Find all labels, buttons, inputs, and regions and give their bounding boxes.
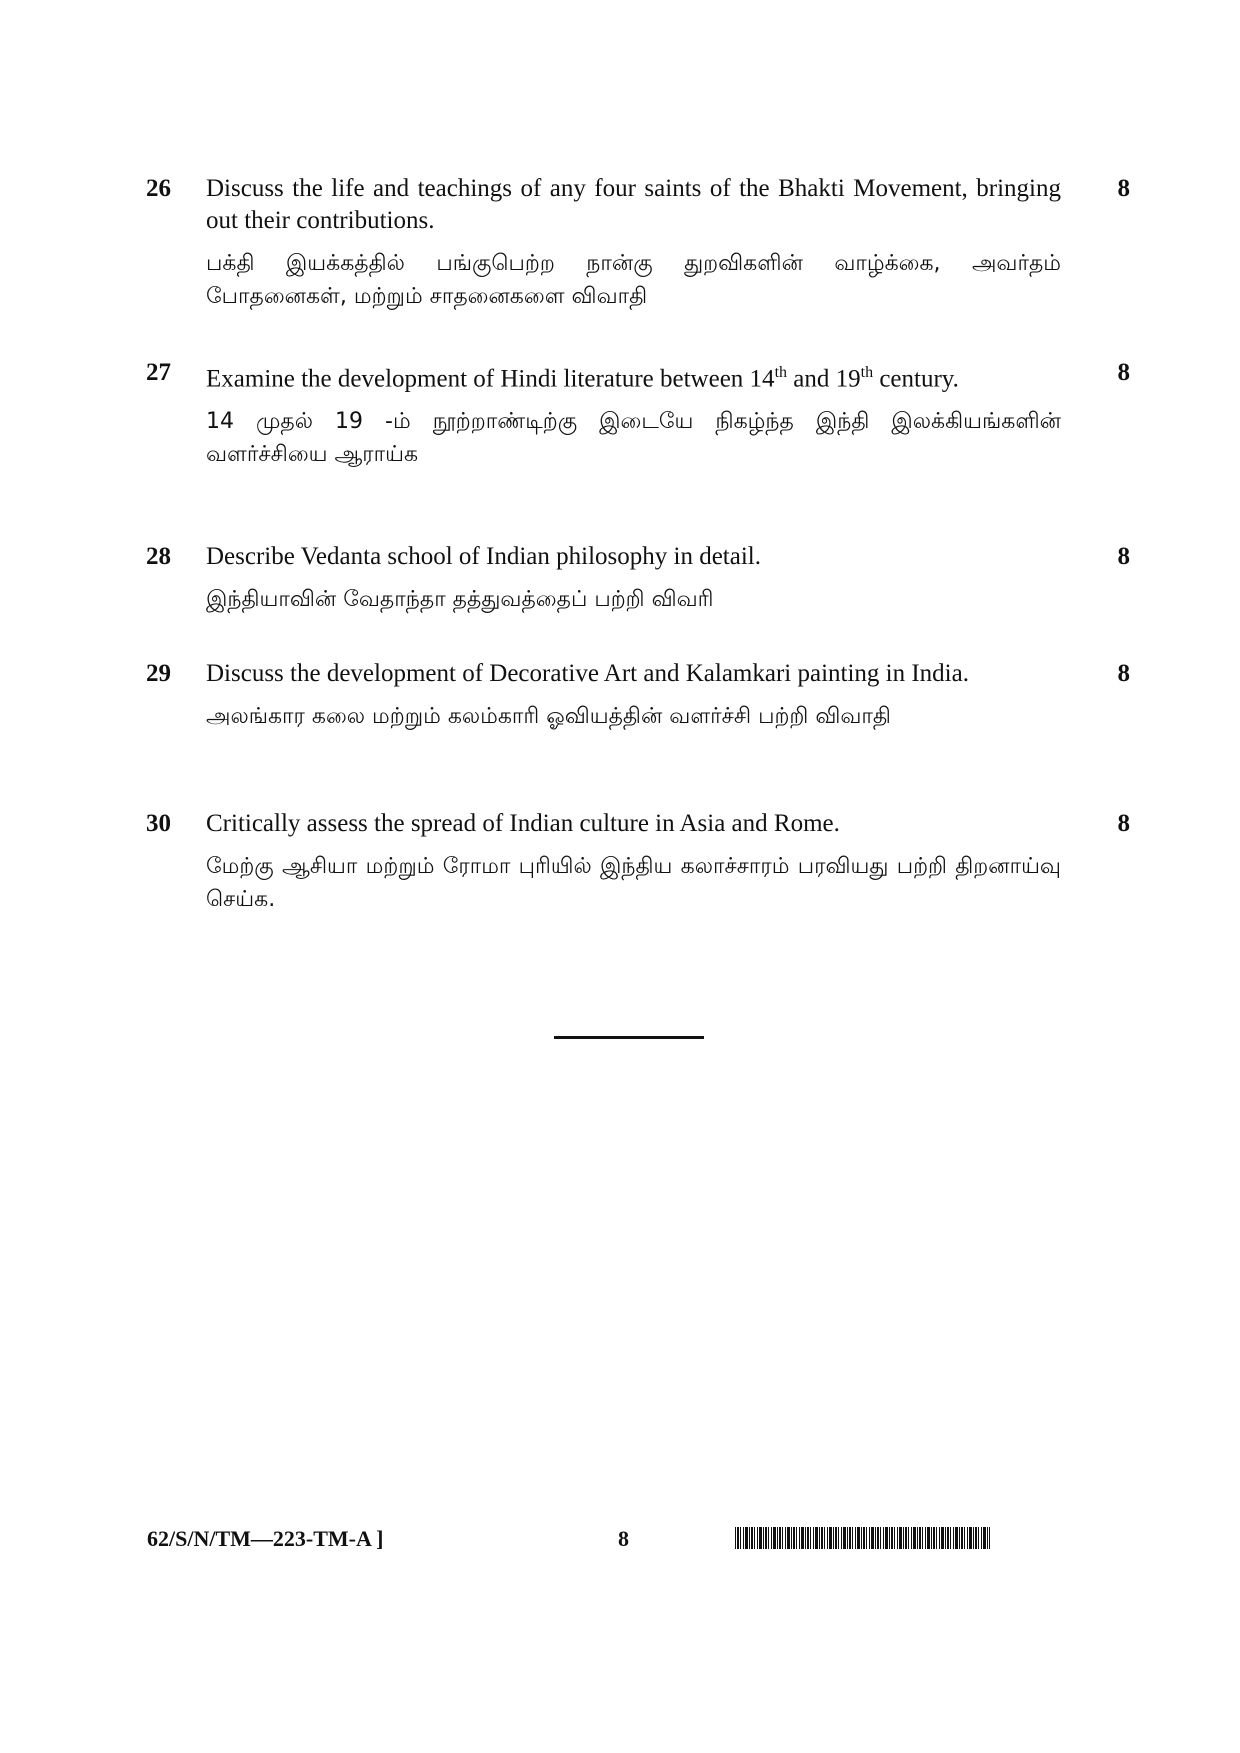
footer-page-number: 8 [618,1526,629,1551]
end-rule [554,1036,704,1039]
question-number: 26 [146,175,171,202]
question-text-english: Critically assess the spread of Indian culture in Asia and Rome. [206,810,840,837]
question-30 [146,808,1130,916]
question-body [206,173,1061,313]
question-number: 28 [146,543,171,570]
question-marks: 8 [1117,175,1130,202]
question-number: 27 [146,359,171,386]
question-text-english: Discuss the development of Decorative Art and Kalamkari painting in India. [206,660,969,687]
question-text-tamil: பக்தி இயக்கத்தில் பங்குபெற்ற நான்கு துறவிகளின் வாழ்க்கை, அவர்தம் போதனைகள், மற்றும் சாதனைகளை விவாதி [206,251,1061,309]
question-text-tamil: இந்தியாவின் வேதாந்தா தத்துவத்தைப் பற்றி விவரி [206,587,714,612]
question-text-english [206,357,1061,395]
ordinal-suffix: th [860,364,874,381]
question-body [206,658,1061,733]
question-29 [146,658,1130,733]
question-body [206,357,1061,471]
question-26 [146,173,1130,313]
question-text-tamil: மேற்கு ஆசியா மற்றும் ரோமா புரியில் இந்திய கலாச்சாரம் பரவியது பற்றி திறனாய்வு செய்க. [206,854,1061,912]
question-body [206,808,1061,916]
question-text-english: Describe Vedanta school of Indian philosophy in detail. [206,543,761,570]
question-number: 30 [146,810,171,837]
question-text-part: and 19 [787,365,861,393]
question-28 [146,541,1130,616]
question-text-english: Discuss the life and teachings of any four saints of the Bhakti Movement, bringing out their contributions. [206,175,1061,234]
question-number: 29 [146,660,171,687]
question-27 [146,357,1130,471]
question-marks: 8 [1117,810,1130,837]
question-text-part: Examine the development of Hindi literature between 14 [206,365,775,393]
question-body [206,541,1061,616]
question-marks: 8 [1117,359,1130,386]
question-text-part: century. [873,365,959,393]
barcode-icon [735,1527,990,1549]
ordinal-suffix: th [774,364,788,381]
footer-paper-code: 62/S/N/TM—223-TM-A ] [147,1526,384,1551]
question-text-tamil: 14 முதல் 19 -ம் நூற்றாண்டிற்கு இடையே நிகழ்ந்த இந்தி இலக்கியங்களின் வளர்ச்சியை ஆராய்க [206,409,1061,468]
question-text-tamil: அலங்கார கலை மற்றும் கலம்காரி ஓவியத்தின் வளர்ச்சி பற்றி விவாதி [206,704,891,729]
question-marks: 8 [1117,660,1130,687]
question-marks: 8 [1117,543,1130,570]
